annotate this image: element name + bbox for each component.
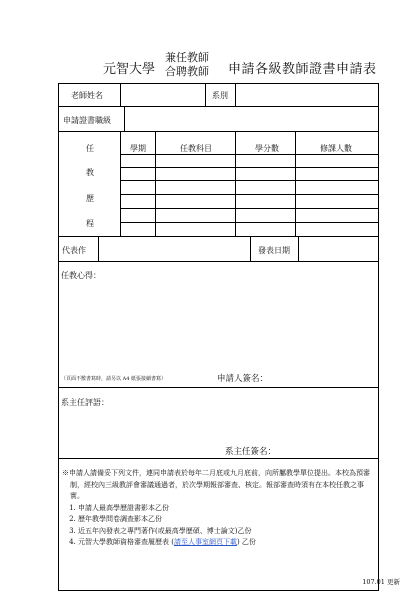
grid-line <box>120 194 379 195</box>
col-divider <box>120 83 121 106</box>
row-divider <box>58 261 379 262</box>
col-divider <box>235 83 236 106</box>
col-divider <box>235 131 236 236</box>
application-notes <box>60 468 376 549</box>
teacher-name-label: 老師姓名 <box>71 91 103 100</box>
publish-date-label: 發表日期 <box>258 246 290 255</box>
teaching-history-char: 教 <box>86 168 94 177</box>
grid-line <box>120 222 379 223</box>
notes-main-text: ※申請人請備妥下列文件，連同申請表於每年二月底或九月底前，向所屬教學單位提出。本校為預審制，經校內三級教評會審議通過者，於次學期報部審查、核定。報部審查時須有在本校任教之事實。 <box>62 469 370 500</box>
version-footer: 107.01 更新 <box>362 578 400 586</box>
col-header-course: 任教科目 <box>180 144 212 153</box>
teaching-experience-label: 任教心得： <box>61 271 101 280</box>
col-divider <box>205 83 206 106</box>
grid-line <box>120 180 379 181</box>
representative-work-label: 代表作 <box>62 246 86 255</box>
personnel-office-download-link[interactable]: 請至人事室網頁下載 <box>173 538 237 546</box>
required-documents-list <box>60 503 376 549</box>
col-header-credits: 學分數 <box>255 144 279 153</box>
application-form-table <box>58 83 379 591</box>
grid-line <box>120 208 379 209</box>
school-name: 元智大學 <box>103 62 156 77</box>
required-document-item <box>78 537 376 549</box>
table-border-bottom <box>58 590 379 591</box>
teaching-history-char: 程 <box>86 219 94 228</box>
row-divider <box>58 236 379 237</box>
col-header-students: 修課人數 <box>320 144 352 153</box>
department-label: 系別 <box>212 91 228 100</box>
grid-line <box>120 154 379 155</box>
item4-suffix: ) 乙份 <box>236 538 256 546</box>
col-divider <box>155 131 156 236</box>
item4-prefix: 元智大學教師資格審查履歷表 ( <box>78 538 174 546</box>
table-border-left <box>58 83 59 591</box>
certificate-rank-label: 申請證書職級 <box>63 116 111 125</box>
col-header-semester: 學期 <box>130 144 146 153</box>
form-title: 申請各級教師證書申請表 <box>228 62 377 77</box>
row-divider <box>58 387 379 388</box>
row-divider <box>58 131 379 132</box>
row-divider <box>58 106 379 107</box>
extra-page-note: （頁面不敷書寫時，請另以 A4 紙張接續書寫） <box>61 376 166 382</box>
chair-comment-label: 系主任評語： <box>61 398 109 407</box>
col-divider <box>298 236 299 261</box>
col-divider <box>124 106 125 131</box>
teaching-history-char: 任 <box>86 144 94 153</box>
col-divider <box>120 131 121 236</box>
teaching-history-char: 歷 <box>86 194 94 203</box>
applicant-signature-label: 申請人簽名： <box>217 374 269 384</box>
grid-line <box>120 167 379 168</box>
required-document-item: 2. 歷年教學問卷調查影本乙份 <box>78 514 376 526</box>
teacher-type-adjunct: 兼任教師 <box>165 51 209 64</box>
required-document-item: 1. 申請人最高學歷證書影本乙份 <box>78 503 376 515</box>
table-border-top <box>58 83 379 84</box>
required-document-item: 3. 近五年內發表之專門著作(或最高學歷碩、博士論文)乙份 <box>78 526 376 538</box>
teacher-type <box>165 51 209 79</box>
table-border-right <box>378 83 379 591</box>
col-divider <box>250 236 251 261</box>
teacher-type-joint: 合聘教師 <box>165 65 209 78</box>
row-divider <box>58 458 379 459</box>
chair-signature-label: 系主任簽名： <box>225 447 277 457</box>
col-divider <box>98 236 99 261</box>
col-divider <box>295 131 296 236</box>
